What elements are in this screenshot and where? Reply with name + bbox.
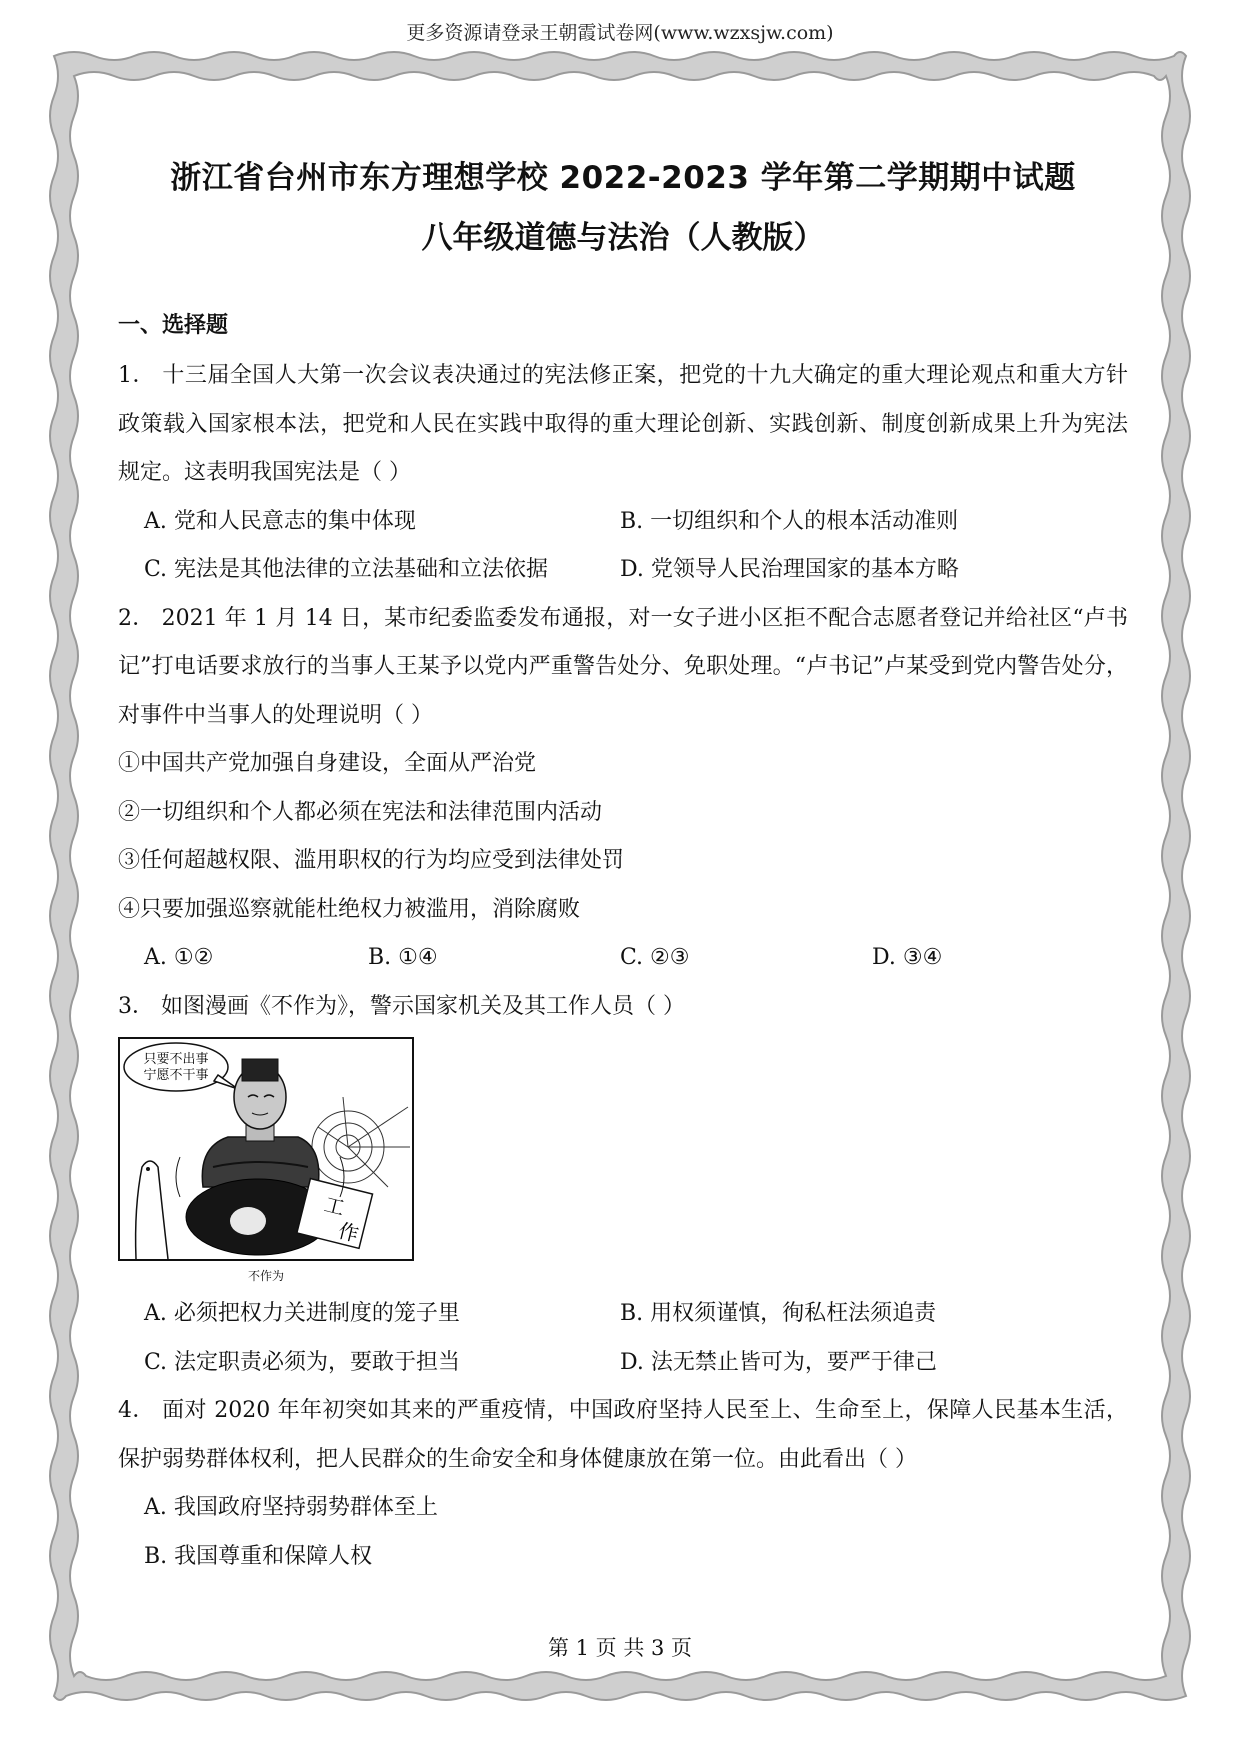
option-a: A. 必须把权力关进制度的笼子里 [144,1301,460,1326]
paper-text-2: 作 [335,1218,362,1247]
cartoon-caption: 不作为 [247,1269,284,1283]
exam-page [118,130,1128,1581]
site-header: 更多资源请登录王朝霞试卷网(www.wzxsjw.com) [406,22,834,44]
option-d: D. 党领导人民治理国家的基本方略 [620,557,959,582]
speech-text-2: 宁愿不干事 [143,1068,209,1083]
option-b: B. 一切组织和个人的根本活动准则 [620,508,959,534]
question-stem: 1． 十三届全国人大第一次会议表决通过的宪法修正案，把党的十九大确定的重大理论观点和重大方针政策载入国家根本法，把党和人民在实践中取得的重大理论创新、实践创新、制度创新成果上升为宪法规定。这表明我国宪法是（ ） [118,363,1128,485]
option-c: C. ②③ [620,945,690,970]
option-list [118,1484,1128,1581]
statement-1: ①中国共产党加强自身建设，全面从严治党 [118,751,537,776]
option-c: C. 法定职责必须为，要敢于担当 [144,1349,461,1375]
page-footer: 第 1 页 共 3 页 [547,1636,693,1660]
cartoon-image [118,1037,414,1261]
option-d: D. 法无禁止皆可为，要严于律己 [620,1349,937,1375]
statement-3: ③任何超越权限、滥用职权的行为均应受到法律处罚 [118,848,625,873]
question-stem: 4． 面对 2020 年年初突如其来的严重疫情，中国政府坚持人民至上、生命至上，保障人民基本生活，保护弱势群体权利，把人民群众的生命安全和身体健康放在第一位。由此看出（ ） [118,1398,1128,1472]
option-a: A. 党和人民意志的集中体现 [144,508,416,534]
exam-subtitle: 八年级道德与法治（人教版） [421,220,825,256]
option-a: A. ①② [144,945,214,970]
option-d: D. ③④ [872,945,943,970]
option-b: B. ①④ [368,945,438,970]
option-a: A. 我国政府坚持弱势群体至上 [144,1495,438,1520]
option-list [118,934,1128,983]
speech-text-1: 只要不出事 [143,1052,209,1067]
option-list [118,1290,1128,1387]
question-2 [118,595,1128,983]
question-4 [118,1387,1128,1581]
question-stem: 2． 2021 年 1 月 14 日，某市纪委监委发布通报，对一女子进小区拒不配合志愿者登记并给社区“卢书记”打电话要求放行的当事人王某予以党内严重警告处分、免职处理。“卢书记”卢某受到党内警告处分，对事件中当事人的处理说明（ ） [118,605,1128,728]
cartoon-drawing [118,1037,414,1261]
paper-text-1: 工 [321,1192,348,1221]
question-3 [118,983,1128,1388]
statement-4: ④只要加强巡察就能杜绝权力被滥用，消除腐败 [118,896,581,922]
option-b: B. 我国尊重和保障人权 [144,1543,373,1569]
option-b: B. 用权须谨慎，徇私枉法须追责 [620,1301,937,1326]
statement-2: ②一切组织和个人都必须在宪法和法律范围内活动 [118,799,603,825]
option-list [118,498,1128,595]
question-stem: 3． 如图漫画《不作为》，警示国家机关及其工作人员（ ） [118,993,685,1019]
question-1 [118,352,1128,595]
exam-title: 浙江省台州市东方理想学校 2022-2023 学年第二学期期中试题 [170,160,1076,196]
section-title: 一、选择题 [118,313,229,338]
option-c: C. 宪法是其他法律的立法基础和立法依据 [144,557,549,582]
